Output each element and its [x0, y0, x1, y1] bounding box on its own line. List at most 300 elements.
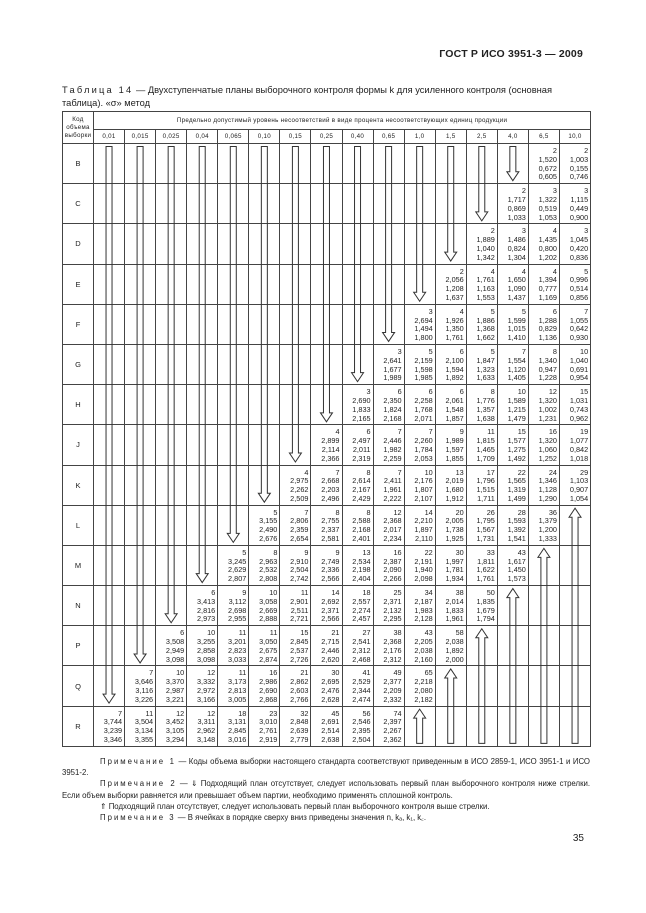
plan-cell — [528, 626, 559, 666]
plan-cell — [466, 626, 497, 666]
plan-cell — [249, 465, 280, 505]
plan-cell — [249, 344, 280, 384]
plan-cell: 5 3,155 2,490 2,676 — [249, 505, 280, 545]
sample-size-code: K — [63, 465, 94, 505]
plan-cell: 13 2,534 2,198 2,404 — [342, 545, 373, 585]
plan-cell: 4 1,394 0,777 1,169 — [528, 264, 559, 304]
note-3-text: — В ячейках в порядке сверху вниз приведены значения n, kₐ, k₁, k꜀. — [175, 813, 427, 823]
plan-cell — [280, 344, 311, 384]
plan-cell — [404, 706, 435, 746]
plan-cell: 11 3,504 3,134 3,355 — [125, 706, 156, 746]
sample-size-code: G — [63, 344, 94, 384]
plan-cell — [218, 385, 249, 425]
plan-cell — [497, 626, 528, 666]
plan-cell — [125, 586, 156, 626]
plan-cell: 5 3,245 2,629 2,807 — [218, 545, 249, 585]
table-row — [63, 586, 591, 626]
plan-cell — [404, 184, 435, 224]
plan-cell: 10 3,058 2,669 2,888 — [249, 586, 280, 626]
plan-cell: 38 2,368 2,176 2,312 — [373, 626, 404, 666]
plan-cell: 3 1,045 0,420 0,836 — [559, 224, 590, 264]
plan-cell — [466, 144, 497, 184]
plan-cell — [466, 184, 497, 224]
plan-cell — [156, 385, 187, 425]
plan-cell: 12 1,320 1,002 1,231 — [528, 385, 559, 425]
plan-cell — [156, 465, 187, 505]
sample-size-code: L — [63, 505, 94, 545]
plan-cell: 49 2,377 2,209 2,332 — [373, 666, 404, 706]
plan-cell: 7 2,806 2,359 2,654 — [280, 505, 311, 545]
plan-cell — [311, 304, 342, 344]
plan-cell — [156, 184, 187, 224]
table-row — [63, 425, 591, 465]
plan-cell — [125, 344, 156, 384]
plan-cell: 29 1,103 0,907 1,054 — [559, 465, 590, 505]
plan-cell — [435, 144, 466, 184]
note-1 — [62, 756, 590, 778]
plan-cell: 2 1,717 0,869 1,033 — [497, 184, 528, 224]
plan-cell — [342, 304, 373, 344]
plan-cell: 3 1,486 0,824 1,304 — [497, 224, 528, 264]
plan-cell — [559, 505, 590, 545]
plan-cell — [187, 545, 218, 585]
plan-cell — [373, 184, 404, 224]
plan-cell: 23 3,010 2,761 2,919 — [249, 706, 280, 746]
plan-cell: 8 2,755 2,337 2,581 — [311, 505, 342, 545]
plan-cell — [497, 144, 528, 184]
plan-cell: 22 2,191 1,940 2,098 — [404, 545, 435, 585]
plan-cell — [280, 224, 311, 264]
plan-cell — [187, 344, 218, 384]
plan-cell: 58 2,038 1,892 2,000 — [435, 626, 466, 666]
table-row — [63, 626, 591, 666]
table-row — [63, 184, 591, 224]
table-row — [63, 545, 591, 585]
sample-size-code: M — [63, 545, 94, 585]
aql-level-cell: 0,15 — [280, 130, 311, 144]
aql-level-cell: 6,5 — [528, 130, 559, 144]
aql-level-cell: 0,025 — [156, 130, 187, 144]
plan-cell: 41 2,529 2,344 2,474 — [342, 666, 373, 706]
plan-cell: 11 2,901 2,511 2,721 — [280, 586, 311, 626]
plan-cell — [311, 224, 342, 264]
plan-cell — [156, 304, 187, 344]
plan-cell — [311, 385, 342, 425]
plan-cell — [404, 224, 435, 264]
plan-cell: 7 2,411 1,961 2,222 — [373, 465, 404, 505]
plan-cell: 6 2,258 1,768 2,071 — [404, 385, 435, 425]
plan-cell: 7 2,260 1,784 2,053 — [404, 425, 435, 465]
plan-cell: 43 1,617 1,450 1,573 — [497, 545, 528, 585]
plan-cell: 14 2,692 2,371 2,566 — [311, 586, 342, 626]
plan-cell — [280, 184, 311, 224]
plan-cell — [94, 224, 125, 264]
plan-cell — [497, 586, 528, 626]
plan-cell: 9 1,989 1,597 1,855 — [435, 425, 466, 465]
plan-cell: 6 2,100 1,594 1,892 — [435, 344, 466, 384]
plan-cell — [280, 144, 311, 184]
plan-cell: 19 1,077 0,842 1,018 — [559, 425, 590, 465]
plan-cell — [156, 344, 187, 384]
table-row — [63, 465, 591, 505]
standard-header: ГОСТ Р ИСО 3951-3 — 2009 — [439, 48, 583, 60]
plan-cell: 2 1,889 1,040 1,342 — [466, 224, 497, 264]
plan-cell: 3 2,641 1,677 1,989 — [373, 344, 404, 384]
plan-cell: 21 2,715 2,446 2,620 — [311, 626, 342, 666]
plan-cell: 30 1,997 1,781 1,934 — [435, 545, 466, 585]
plan-cell: 3 1,115 0,449 0,900 — [559, 184, 590, 224]
plan-cell: 16 2,387 2,090 2,266 — [373, 545, 404, 585]
plan-cell: 38 2,014 1,833 1,961 — [435, 586, 466, 626]
plan-cell: 5 2,159 1,598 1,985 — [404, 344, 435, 384]
plan-cell — [125, 545, 156, 585]
aql-level-cell: 1,5 — [435, 130, 466, 144]
plan-cell — [156, 224, 187, 264]
plan-cell — [187, 505, 218, 545]
plan-cell: 10 2,176 1,807 2,107 — [404, 465, 435, 505]
aql-level-cell: 0,25 — [311, 130, 342, 144]
plan-cell: 15 2,845 2,537 2,726 — [280, 626, 311, 666]
plan-cell — [280, 425, 311, 465]
plan-cell — [373, 144, 404, 184]
plan-cell: 10 3,255 2,858 3,098 — [187, 626, 218, 666]
plan-cell: 5 1,599 1,015 1,410 — [497, 304, 528, 344]
plan-cell — [249, 385, 280, 425]
plan-cell — [125, 144, 156, 184]
plan-cell — [187, 264, 218, 304]
plan-cell — [94, 304, 125, 344]
plan-cell: 3 2,690 1,833 2,165 — [342, 385, 373, 425]
plan-cell — [435, 666, 466, 706]
plan-cell: 7 3,646 3,116 3,226 — [125, 666, 156, 706]
plan-cell — [342, 224, 373, 264]
plan-cell: 28 1,593 1,392 1,541 — [497, 505, 528, 545]
plan-cell: 30 2,695 2,476 2,628 — [311, 666, 342, 706]
plan-cell: 11 1,815 1,465 1,709 — [466, 425, 497, 465]
plan-cell — [187, 385, 218, 425]
plan-cell — [435, 706, 466, 746]
plan-cell: 9 2,910 2,504 2,742 — [280, 545, 311, 585]
note-2-label: Примечание 2 — [100, 779, 177, 789]
plan-cell: 43 2,205 2,038 2,160 — [404, 626, 435, 666]
plan-cell: 5 0,996 0,514 0,856 — [559, 264, 590, 304]
plan-cell — [311, 264, 342, 304]
plan-cell — [311, 144, 342, 184]
plan-cell — [218, 144, 249, 184]
plan-cell: 45 2,691 2,514 2,638 — [311, 706, 342, 746]
plan-cell: 25 2,371 2,132 2,295 — [373, 586, 404, 626]
note-2-text-up: ⇑ Подходящий план отсутствует, следует использовать первый план выборочного контроля выше стрелки. — [100, 801, 490, 811]
plan-cell: 32 2,848 2,639 2,779 — [280, 706, 311, 746]
plan-cell: 7 3,744 3,239 3,346 — [94, 706, 125, 746]
plan-cell — [435, 184, 466, 224]
plan-cell: 15 1,577 1,275 1,492 — [497, 425, 528, 465]
plan-cell: 17 1,796 1,515 1,711 — [466, 465, 497, 505]
aql-level-cell: 2,5 — [466, 130, 497, 144]
plan-cell: 8 1,776 1,357 1,638 — [466, 385, 497, 425]
plan-cell — [125, 385, 156, 425]
plan-cell: 12 3,332 2,972 3,166 — [187, 666, 218, 706]
aql-level-cell: 1,0 — [404, 130, 435, 144]
table-caption — [62, 84, 592, 109]
plan-cell: 6 3,508 2,949 3,098 — [156, 626, 187, 666]
plan-cell — [218, 344, 249, 384]
sample-size-code: F — [63, 304, 94, 344]
plan-cell: 22 1,565 1,319 1,499 — [497, 465, 528, 505]
aql-level-cell: 4,0 — [497, 130, 528, 144]
aql-level-cell: 0,40 — [342, 130, 373, 144]
plan-cell — [342, 184, 373, 224]
plan-cell: 4 1,435 0,800 1,202 — [528, 224, 559, 264]
note-3-label: Примечание 3 — [100, 813, 176, 823]
plan-cell: 20 2,005 1,738 1,925 — [435, 505, 466, 545]
plan-cell — [466, 666, 497, 706]
plan-cell — [125, 304, 156, 344]
plan-cell: 6 2,350 1,824 2,168 — [373, 385, 404, 425]
plan-cell — [94, 144, 125, 184]
plan-cell — [156, 545, 187, 585]
plan-cell: 12 2,368 2,017 2,234 — [373, 505, 404, 545]
plan-cell — [559, 586, 590, 626]
note-1-label: Примечание 1 — [100, 757, 176, 766]
notes-block — [62, 756, 590, 823]
plan-cell: 4 2,899 2,114 2,366 — [311, 425, 342, 465]
plan-cell: 6 2,061 1,548 1,857 — [435, 385, 466, 425]
plan-cell — [187, 425, 218, 465]
plan-cell — [125, 626, 156, 666]
plan-cell — [156, 505, 187, 545]
plan-cell — [94, 264, 125, 304]
plan-cell — [249, 264, 280, 304]
plan-cell: 34 2,187 1,983 2,128 — [404, 586, 435, 626]
plan-cell: 2 1,003 0,155 0,746 — [559, 144, 590, 184]
plan-cell — [466, 706, 497, 746]
plan-cell: 16 2,986 2,690 2,868 — [249, 666, 280, 706]
plan-cell: 7 2,446 1,982 2,259 — [373, 425, 404, 465]
plan-cell: 4 1,926 1,350 1,761 — [435, 304, 466, 344]
table-row — [63, 144, 591, 184]
plan-cell: 21 2,862 2,603 2,766 — [280, 666, 311, 706]
plan-cell — [94, 626, 125, 666]
plan-cell — [280, 264, 311, 304]
plan-cell — [311, 344, 342, 384]
plan-cell: 27 2,541 2,312 2,468 — [342, 626, 373, 666]
plan-cell — [559, 706, 590, 746]
plan-cell — [125, 184, 156, 224]
plan-cell: 5 1,847 1,323 1,633 — [466, 344, 497, 384]
plan-cell — [187, 144, 218, 184]
plan-cell — [342, 344, 373, 384]
plan-cell: 2 1,520 0,672 0,605 — [528, 144, 559, 184]
plan-cell — [404, 264, 435, 304]
plan-cell — [342, 144, 373, 184]
plan-cell — [559, 666, 590, 706]
plan-cell: 10 1,040 0,691 0,954 — [559, 344, 590, 384]
note-1-text: — Коды объема выборки настоящего стандарта соответствуют приведенным в ИСО 2859-1, ИСО 3951-1 и ИСО 3951-2. — [62, 757, 590, 778]
sample-size-code: P — [63, 626, 94, 666]
sample-size-code: E — [63, 264, 94, 304]
table-row — [63, 666, 591, 706]
table-row — [63, 264, 591, 304]
plan-cell — [94, 586, 125, 626]
note-2 — [62, 778, 590, 800]
plan-cell: 18 2,557 2,274 2,457 — [342, 586, 373, 626]
aql-level-cell: 0,01 — [94, 130, 125, 144]
plan-cell — [249, 224, 280, 264]
plan-cell: 6 2,497 2,011 2,319 — [342, 425, 373, 465]
plan-cell: 8 2,588 2,168 2,401 — [342, 505, 373, 545]
plan-cell — [218, 425, 249, 465]
plan-cell — [218, 264, 249, 304]
plan-cell: 65 2,218 2,080 2,182 — [404, 666, 435, 706]
plan-cell — [218, 304, 249, 344]
plan-cell — [125, 264, 156, 304]
aql-level-cell: 0,065 — [218, 130, 249, 144]
plan-cell: 12 3,452 3,105 3,294 — [156, 706, 187, 746]
plan-cell — [187, 465, 218, 505]
plan-cell: 24 1,346 1,128 1,290 — [528, 465, 559, 505]
plan-cell — [94, 344, 125, 384]
plan-cell — [435, 224, 466, 264]
plan-cell: 33 1,811 1,622 1,761 — [466, 545, 497, 585]
plan-cell: 56 2,546 2,395 2,504 — [342, 706, 373, 746]
plan-cell — [156, 586, 187, 626]
plan-cell: 7 2,668 2,203 2,496 — [311, 465, 342, 505]
plan-cell — [156, 425, 187, 465]
plan-cell: 7 1,055 0,642 0,930 — [559, 304, 590, 344]
plan-cell: 36 1,379 1,200 1,333 — [528, 505, 559, 545]
plan-cell — [94, 545, 125, 585]
sample-size-code: C — [63, 184, 94, 224]
plan-cell — [311, 184, 342, 224]
plan-cell — [280, 385, 311, 425]
plan-cell: 26 1,795 1,567 1,731 — [466, 505, 497, 545]
plan-cell: 11 3,050 2,675 2,874 — [249, 626, 280, 666]
plan-cell — [94, 184, 125, 224]
plan-cell — [94, 425, 125, 465]
plan-cell — [249, 144, 280, 184]
code-header-cell: Код объема выборки — [63, 112, 94, 144]
aql-level-cell: 0,10 — [249, 130, 280, 144]
plan-cell — [125, 465, 156, 505]
sample-size-code: R — [63, 706, 94, 746]
sample-size-code: N — [63, 586, 94, 626]
plan-cell: 8 1,340 0,947 1,228 — [528, 344, 559, 384]
plan-cell — [187, 184, 218, 224]
plan-cell — [218, 465, 249, 505]
plan-cell — [373, 224, 404, 264]
plan-cell — [94, 666, 125, 706]
plan-cell — [94, 465, 125, 505]
note-2-text-down: — ⇓ Подходящий план отсутствует, следует использовать первый план выборочного контроля ниже стрелки. Если объем выборки равняется или превышает объем партии, необходимо применять сплошной контроль. — [62, 779, 590, 800]
plan-cell — [218, 184, 249, 224]
plan-cell — [187, 224, 218, 264]
plan-cell: 10 1,589 1,215 1,479 — [497, 385, 528, 425]
plan-cell — [156, 264, 187, 304]
plan-cell: 3 1,322 0,519 1,053 — [528, 184, 559, 224]
plan-cell — [559, 626, 590, 666]
plan-cell: 18 3,131 2,845 3,016 — [218, 706, 249, 746]
plan-cell: 4 1,761 1,163 1,553 — [466, 264, 497, 304]
sample-size-code: D — [63, 224, 94, 264]
plan-cell — [528, 666, 559, 706]
plan-cell — [528, 706, 559, 746]
plan-cell — [373, 264, 404, 304]
plan-cell — [373, 304, 404, 344]
plan-cell: 15 1,031 0,743 0,962 — [559, 385, 590, 425]
caption-label: Таблица 14 — [62, 85, 134, 95]
page-number: 35 — [572, 833, 584, 844]
table-row — [63, 385, 591, 425]
plan-cell: 11 3,173 2,813 3,005 — [218, 666, 249, 706]
plan-cell: 8 2,963 2,532 2,808 — [249, 545, 280, 585]
plan-cell — [559, 545, 590, 585]
aql-level-cell: 10,0 — [559, 130, 590, 144]
plan-cell — [280, 304, 311, 344]
sampling-plan-table — [62, 111, 591, 747]
plan-cell: 11 3,201 2,823 3,033 — [218, 626, 249, 666]
plan-cell: 16 1,320 1,060 1,252 — [528, 425, 559, 465]
aql-level-cell: 0,65 — [373, 130, 404, 144]
plan-cell — [187, 304, 218, 344]
plan-cell — [497, 706, 528, 746]
sample-size-code: H — [63, 385, 94, 425]
plan-cell: 8 2,614 2,167 2,429 — [342, 465, 373, 505]
note-2b — [62, 801, 590, 812]
caption-text: — Двухступенчатые планы выборочного контроля формы k для усиленного контроля (основная таблица). «σ» метод — [62, 85, 552, 108]
plan-cell — [125, 224, 156, 264]
table-row — [63, 505, 591, 545]
aql-header-cell: Предельно допустимый уровень несоответствий в виде процента несоответствующих единиц продукции — [94, 112, 591, 130]
table-row — [63, 224, 591, 264]
plan-cell — [125, 505, 156, 545]
plan-cell: 12 3,311 2,962 3,148 — [187, 706, 218, 746]
sample-size-code: J — [63, 425, 94, 465]
plan-cell — [528, 545, 559, 585]
table-row — [63, 344, 591, 384]
plan-cell: 4 1,650 1,090 1,437 — [497, 264, 528, 304]
plan-cell — [497, 666, 528, 706]
table-row — [63, 304, 591, 344]
plan-cell: 3 2,694 1,494 1,800 — [404, 304, 435, 344]
plan-cell — [125, 425, 156, 465]
plan-cell — [342, 264, 373, 304]
plan-cell: 6 3,413 2,816 2,973 — [187, 586, 218, 626]
plan-cell — [249, 425, 280, 465]
plan-cell: 6 1,288 0,829 1,136 — [528, 304, 559, 344]
plan-cell — [218, 224, 249, 264]
plan-cell — [249, 184, 280, 224]
aql-level-cell: 0,015 — [125, 130, 156, 144]
plan-cell — [528, 586, 559, 626]
aql-level-cell: 0,04 — [187, 130, 218, 144]
plan-cell: 14 2,210 1,897 2,110 — [404, 505, 435, 545]
plan-cell: 2 2,056 1,208 1,637 — [435, 264, 466, 304]
plan-cell — [249, 304, 280, 344]
plan-cell: 9 3,112 2,698 2,955 — [218, 586, 249, 626]
plan-cell — [218, 505, 249, 545]
sample-size-code: Q — [63, 666, 94, 706]
plan-cell: 7 1,554 1,120 1,405 — [497, 344, 528, 384]
plan-cell: 13 2,019 1,680 1,912 — [435, 465, 466, 505]
sample-size-code: B — [63, 144, 94, 184]
plan-cell — [404, 144, 435, 184]
plan-cell: 10 3,370 2,987 3,221 — [156, 666, 187, 706]
table-row — [63, 706, 591, 746]
plan-cell: 5 1,886 1,368 1,662 — [466, 304, 497, 344]
plan-cell: 4 2,975 2,262 2,509 — [280, 465, 311, 505]
note-3 — [62, 812, 590, 823]
